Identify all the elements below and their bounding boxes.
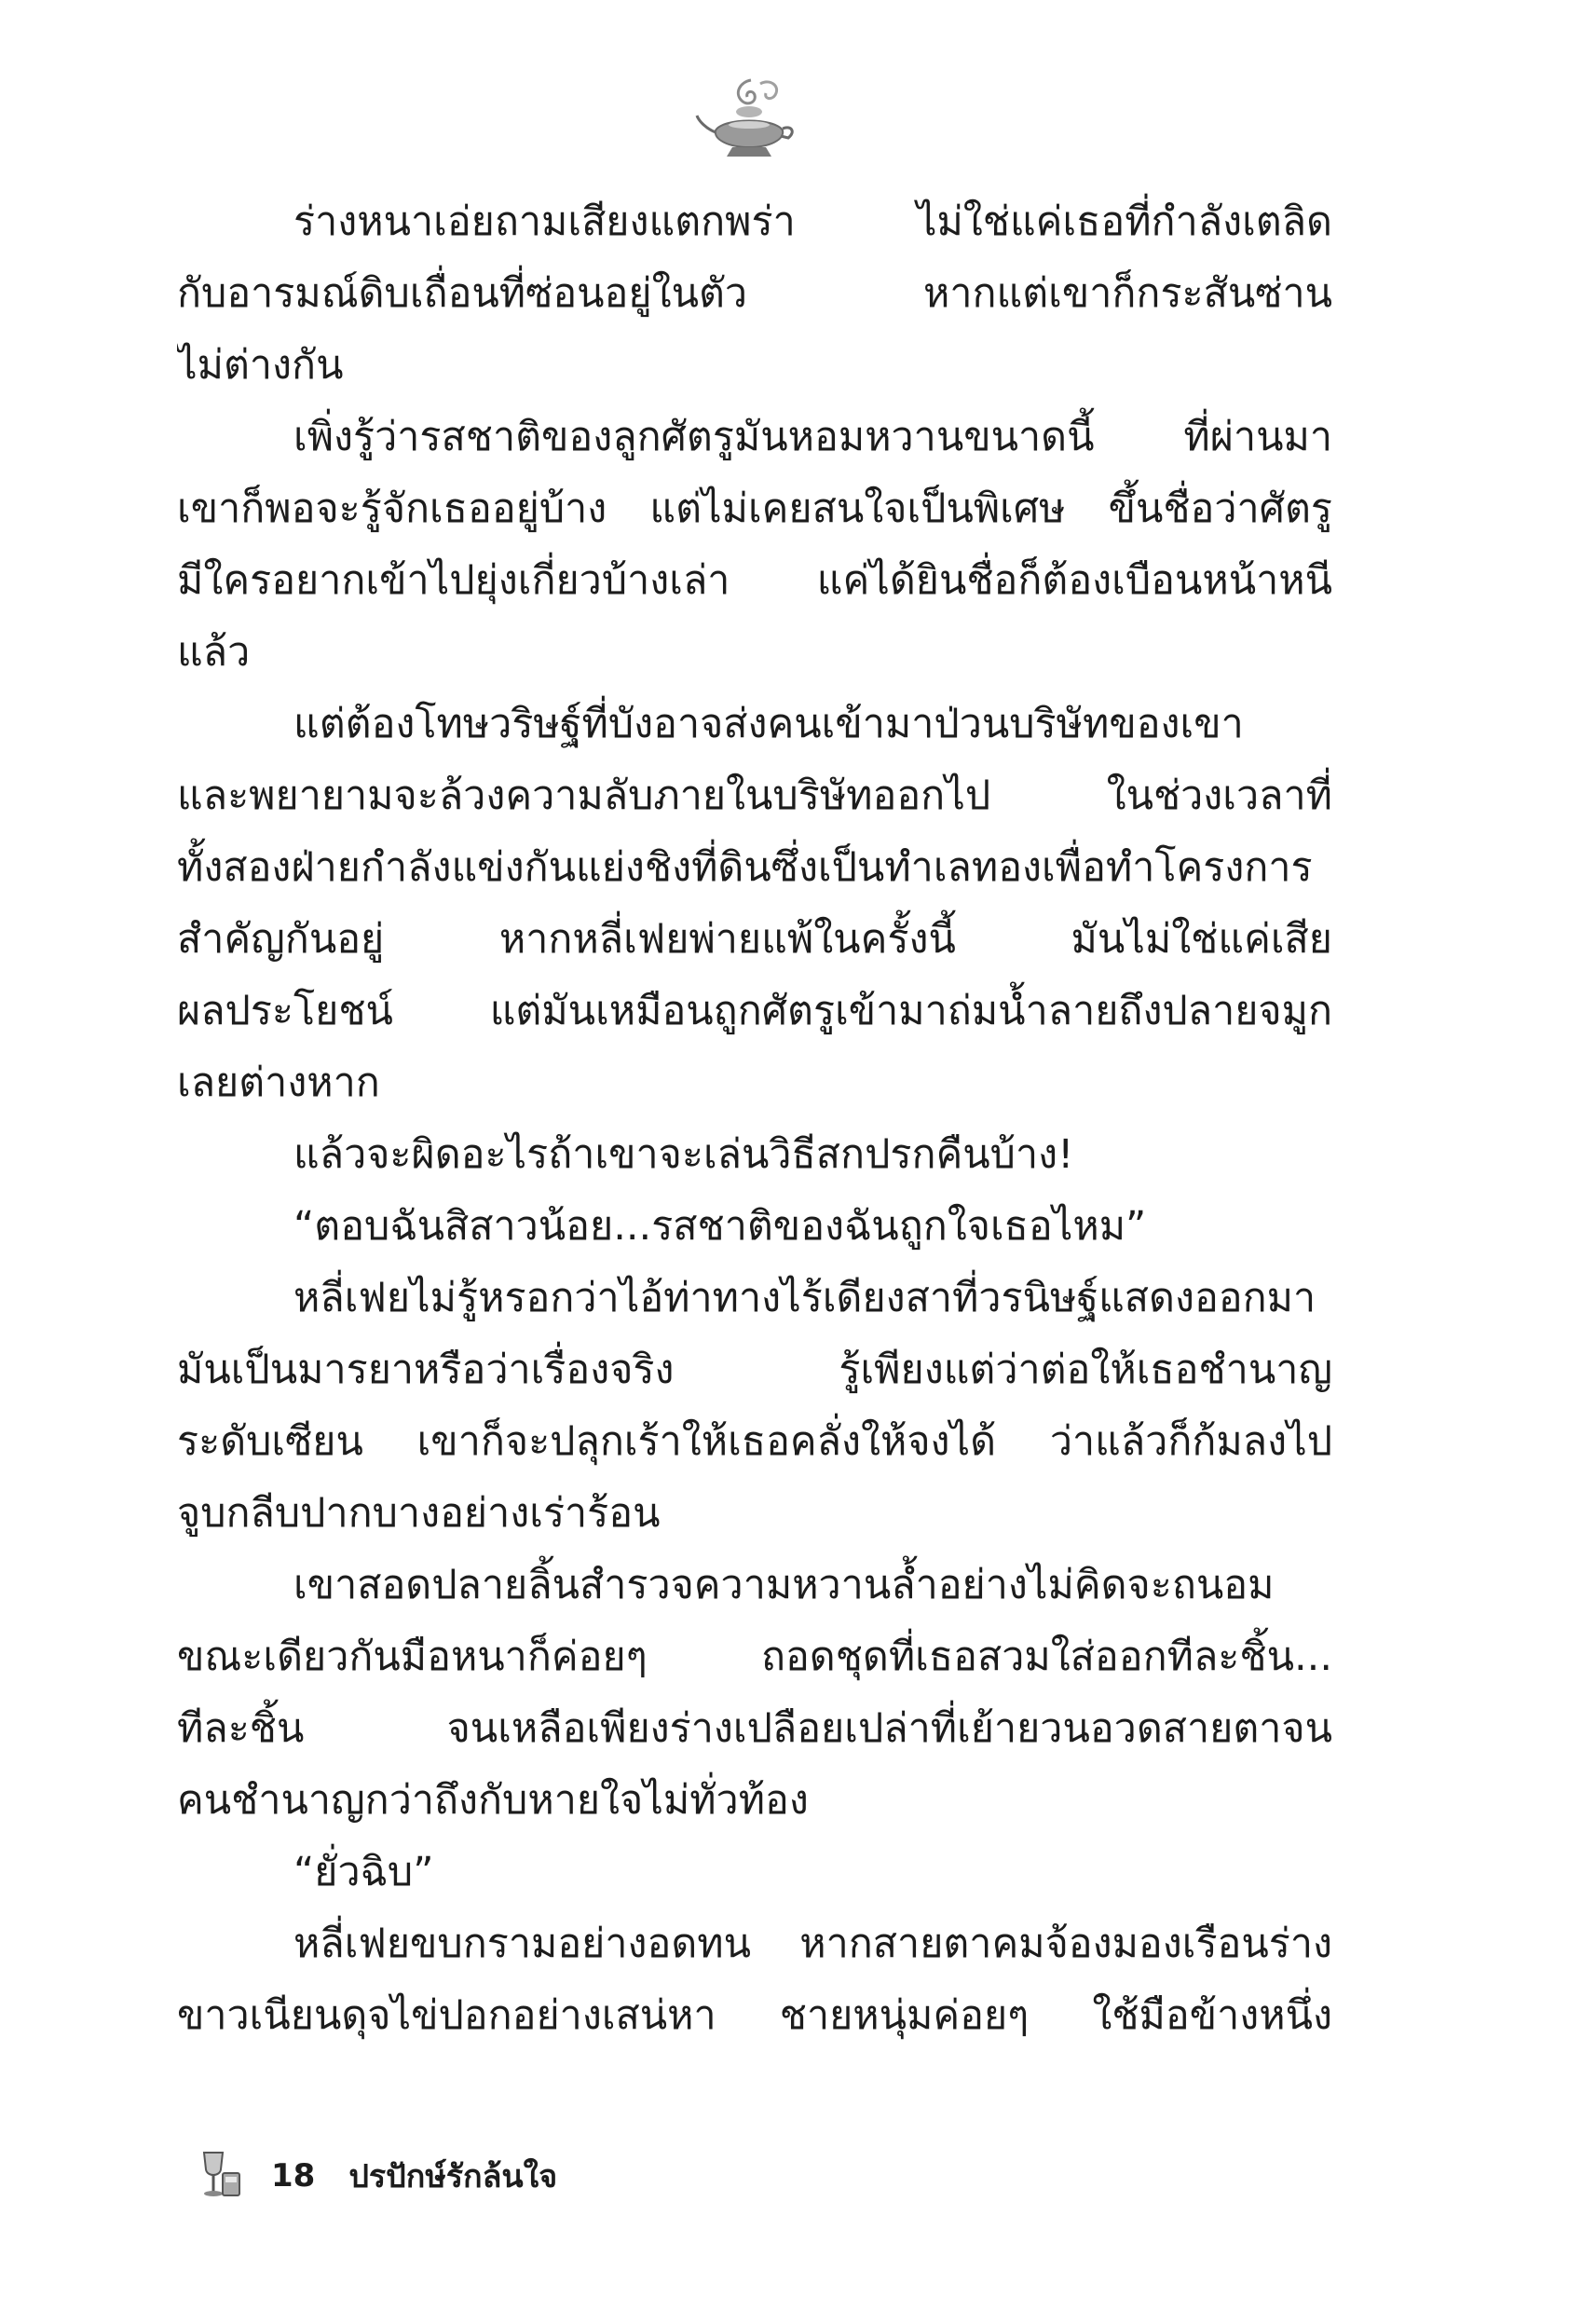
text-line: ทั้งสองฝ่ายกำลังแข่งกันแย่งชิงที่ดินซึ่งเป็นทำเลทองเพื่อทำโครงการ bbox=[177, 844, 1313, 891]
text-line: ขณะเดียวกันมือหนาก็ค่อยๆ ถอดชุดที่เธอสวมใส่ออกทีละชิ้น... bbox=[177, 1634, 1332, 1680]
text-line: หลี่เฟยขบกรามอย่างอดทน หากสายตาคมจ้องมองเรือนร่าง bbox=[293, 1921, 1332, 1967]
book-title: ปรปักษ์รักล้นใจ bbox=[348, 2158, 558, 2195]
genie-lamp-icon bbox=[695, 73, 798, 166]
wine-glass-icon bbox=[191, 2149, 245, 2203]
text-line: กับอารมณ์ดิบเถื่อนที่ซ่อนอยู่ในตัว หากแต่เขาก็กระสันซ่าน bbox=[177, 270, 1332, 317]
text-line: “ตอบฉันสิสาวน้อย...รสชาติของฉันถูกใจเธอไหม” bbox=[293, 1203, 1147, 1250]
text-line: มันเป็นมารยาหรือว่าเรื่องจริง รู้เพียงแต่ว่าต่อให้เธอชำนาญ bbox=[177, 1347, 1332, 1393]
text-line: “ยั่วฉิบ” bbox=[293, 1849, 434, 1895]
text-line: ผลประโยชน์ แต่มันเหมือนถูกศัตรูเข้ามาถ่มน้ำลายถึงปลายจมูก bbox=[177, 988, 1332, 1034]
text-line: เขาก็พอจะรู้จักเธออยู่บ้าง แต่ไม่เคยสนใจเป็นพิเศษ ขึ้นชื่อว่าศัตรู bbox=[177, 485, 1332, 532]
text-line: และพยายามจะล้วงความลับภายในบริษัทออกไป ในช่วงเวลาที่ bbox=[177, 773, 1332, 819]
text-line: ระดับเซียน เขาก็จะปลุกเร้าให้เธอคลั่งให้จงได้ ว่าแล้วก็ก้มลงไป bbox=[177, 1418, 1332, 1465]
text-line: คนชำนาญกว่าถึงกับหายใจไม่ทั่วท้อง bbox=[177, 1777, 809, 1824]
text-line: เพิ่งรู้ว่ารสชาติของลูกศัตรูมันหอมหวานขนาดนี้ ที่ผ่านมา bbox=[293, 414, 1332, 460]
text-line: เขาสอดปลายลิ้นสำรวจความหวานล้ำอย่างไม่คิดจะถนอม bbox=[293, 1562, 1275, 1608]
text-line: มีใครอยากเข้าไปยุ่งเกี่ยวบ้างเล่า แค่ได้ยินชื่อก็ต้องเบือนหน้าหนี bbox=[177, 557, 1332, 604]
text-line: หลี่เฟยไม่รู้หรอกว่าไอ้ท่าทางไร้เดียงสาที่วรนิษฐ์แสดงออกมา bbox=[293, 1275, 1316, 1321]
text-line: ทีละชิ้น จนเหลือเพียงร่างเปลือยเปล่าที่เย้ายวนอวดสายตาจน bbox=[177, 1705, 1332, 1752]
text-line: แล้วจะผิดอะไรถ้าเขาจะเล่นวิธีสกปรกคืนบ้าง! bbox=[293, 1131, 1074, 1178]
text-line: จูบกลีบปากบางอย่างเร่าร้อน bbox=[177, 1490, 661, 1537]
text-line: เลยต่างหาก bbox=[177, 1060, 380, 1106]
page-number: 18 bbox=[271, 2157, 316, 2195]
page-footer bbox=[191, 2148, 557, 2204]
text-line: แล้ว bbox=[177, 629, 251, 676]
text-line: ไม่ต่างกัน bbox=[177, 342, 344, 389]
body-text bbox=[177, 186, 1332, 2052]
text-line: แต่ต้องโทษวริษฐ์ที่บังอาจส่งคนเข้ามาป่วนบริษัทของเขา bbox=[293, 701, 1244, 747]
text-line: ขาวเนียนดุจไข่ปอกอย่างเสน่หา ชายหนุ่มค่อยๆ ใช้มือข้างหนึ่ง bbox=[177, 1992, 1332, 2039]
text-line: สำคัญกันอยู่ หากหลี่เฟยพ่ายแพ้ในครั้งนี้ มันไม่ใช่แค่เสีย bbox=[177, 916, 1332, 963]
text-line: ร่างหนาเอ่ยถามเสียงแตกพร่า ไม่ใช่แค่เธอที่กำลังเตลิด bbox=[293, 198, 1332, 245]
